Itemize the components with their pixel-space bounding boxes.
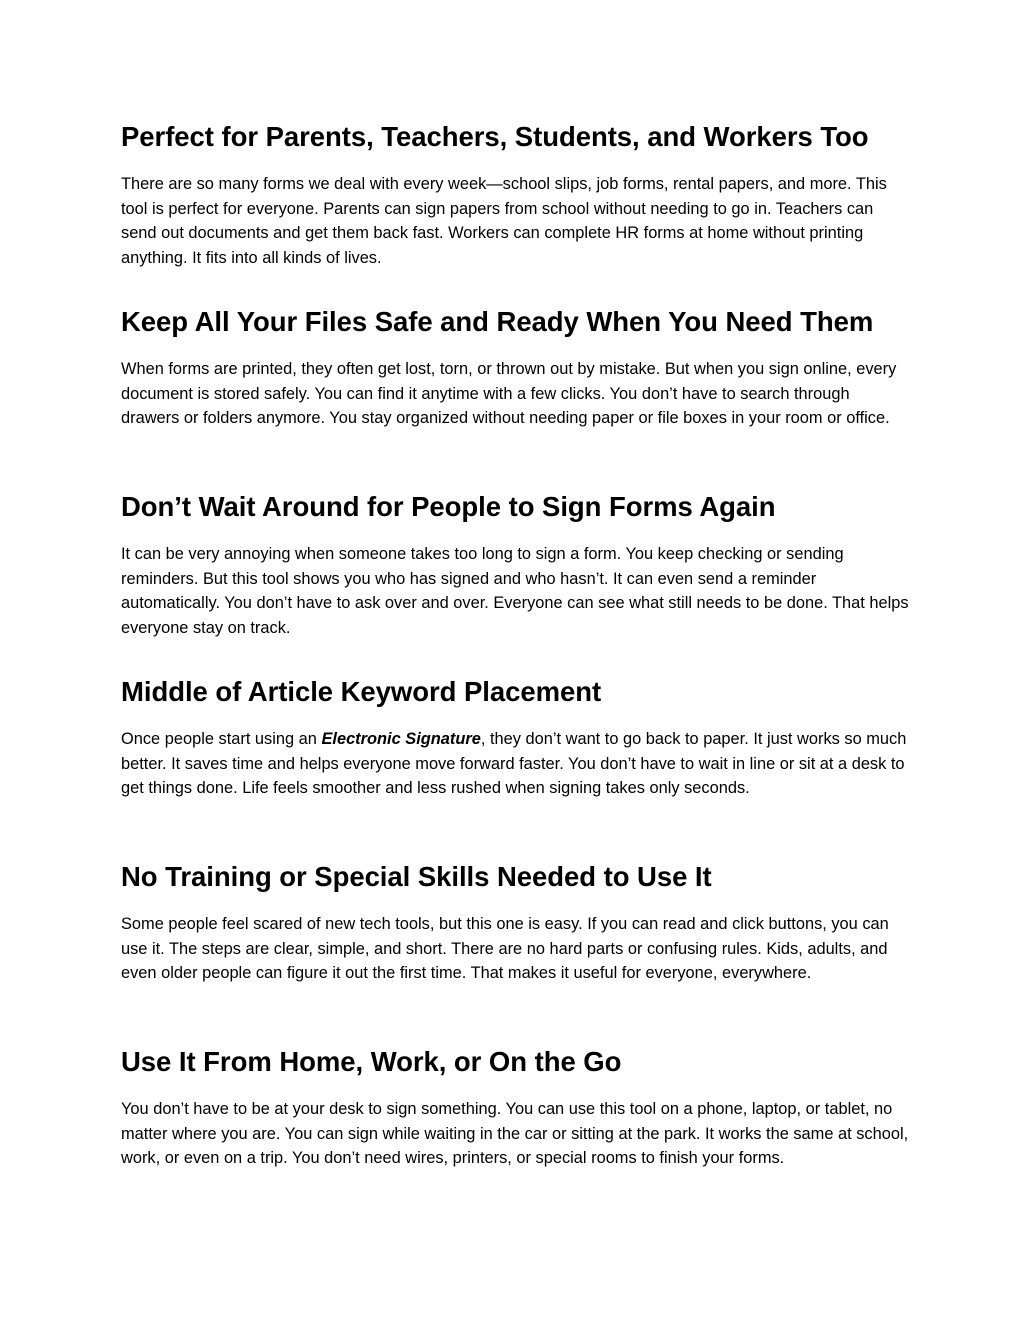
section-no-training: [121, 860, 911, 986]
keyword-highlight: Electronic Signature: [321, 730, 481, 748]
section-heading: Keep All Your Files Safe and Ready When You Need Them: [121, 306, 874, 337]
section-heading: Use It From Home, Work, or On the Go: [121, 1046, 622, 1077]
section-parents-teachers: [121, 120, 911, 270]
section-paragraph: [121, 727, 911, 801]
section-keyword-placement: [121, 675, 911, 801]
section-dont-wait: [121, 490, 911, 640]
section-files-safe: [121, 305, 911, 431]
section-paragraph: You don’t have to be at your desk to sign something. You can use this tool on a phone, laptop, or tablet, no matter where you are. You can sign while waiting in the car or sitting at the park. It works the same at school, work, or even on a trip. You don’t need wires, printers, or special rooms to finish your forms.: [121, 1100, 909, 1168]
paragraph-text-after: , they don’t want to go back to paper. It just works so much better. It saves time and helps everyone move forward faster. You don’t have to wait in line or sit at a desk to get things done. Life feels smoother and less rushed when signing takes only seconds.: [121, 730, 907, 798]
section-heading: Middle of Article Keyword Placement: [121, 676, 602, 707]
paragraph-text-before: Once people start using an: [121, 730, 322, 748]
section-paragraph: When forms are printed, they often get lost, torn, or thrown out by mistake. But when you sign online, every document is stored safely. You can find it anytime with a few clicks. You don’t have to search through drawers or folders anymore. You stay organized without needing paper or file boxes in your room or office.: [121, 360, 897, 428]
section-paragraph: It can be very annoying when someone takes too long to sign a form. You keep checking or sending reminders. But this tool shows you who has signed and who hasn’t. It can even send a reminder automatically. You don’t have to ask over and over. Everyone can see what still needs to be done. That helps everyone stay on track.: [121, 545, 909, 637]
section-heading: Perfect for Parents, Teachers, Students, and Workers Too: [121, 121, 869, 152]
section-on-the-go: [121, 1045, 911, 1171]
section-paragraph: Some people feel scared of new tech tools, but this one is easy. If you can read and click buttons, you can use it. The steps are clear, simple, and short. There are no hard parts or confusing rules. Kids, adults, and even older people can figure it out the first time. That makes it useful for everyone, everywhere.: [121, 915, 889, 983]
section-paragraph: There are so many forms we deal with every week—school slips, job forms, rental papers, and more. This tool is perfect for everyone. Parents can sign papers from school without needing to go in. Teachers can send out documents and get them back fast. Workers can complete HR forms at home without printing anything. It fits into all kinds of lives.: [121, 175, 887, 267]
section-heading: Don’t Wait Around for People to Sign Forms Again: [121, 491, 776, 522]
section-heading: No Training or Special Skills Needed to Use It: [121, 861, 712, 892]
